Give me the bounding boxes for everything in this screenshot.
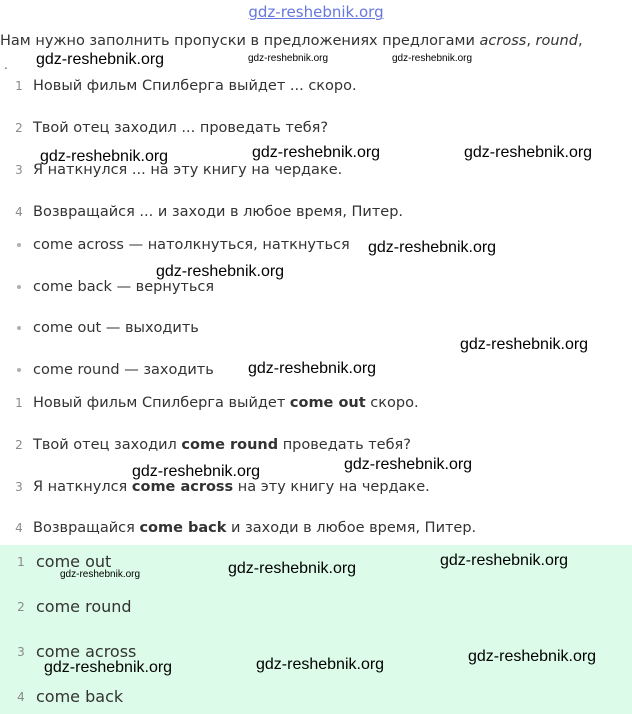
task-number: 3 — [15, 163, 23, 177]
watermark: gdz-reshebnik.org — [368, 239, 497, 256]
filled-row — [0, 434, 632, 456]
filled-phrase: come round — [181, 437, 279, 453]
glossary-item — [0, 276, 632, 298]
filled-phrase: come back — [139, 520, 227, 536]
filled-number: 3 — [15, 480, 23, 494]
filled-phrase: come out — [289, 395, 366, 411]
bullet-icon — [17, 243, 21, 247]
filled-text: Новый фильм Спилберга выйдет come out скоро. — [33, 395, 419, 411]
filled-number: 1 — [15, 396, 23, 410]
watermark: gdz-reshebnik.org — [132, 463, 261, 480]
task-row — [0, 117, 632, 139]
bullet-icon — [17, 326, 21, 330]
filled-row — [0, 392, 632, 414]
watermark: gdz-reshebnik.org — [344, 456, 473, 473]
intro-dot: . — [4, 58, 8, 72]
watermark: gdz-reshebnik.org — [252, 144, 381, 161]
filled-row — [0, 476, 632, 498]
glossary-text: come round — заходить — [33, 362, 214, 378]
filled-phrase: come across — [131, 479, 234, 495]
watermark: gdz-reshebnik.org — [40, 148, 169, 165]
glossary-item — [0, 234, 632, 256]
watermark: gdz-reshebnik.org — [36, 51, 165, 68]
site-header-watermark: gdz-reshebnik.org — [248, 3, 384, 21]
answer-text: come round — [36, 597, 132, 616]
answer-text: come back — [36, 687, 124, 706]
watermark: gdz-reshebnik.org — [60, 569, 141, 580]
watermark: gdz-reshebnik.org — [440, 552, 569, 569]
watermark: gdz-reshebnik.org — [464, 144, 593, 161]
intro-text: Нам нужно заполнить пропуски в предложениях предлогами across, round, — [0, 33, 583, 49]
answer-number: 1 — [17, 555, 25, 569]
task-number: 2 — [15, 121, 23, 135]
task-number: 4 — [15, 205, 23, 219]
task-text: Новый фильм Спилберга выйдет ... скоро. — [33, 78, 357, 94]
watermark: gdz-reshebnik.org — [156, 263, 285, 280]
filled-number: 4 — [15, 521, 23, 535]
task-text: Я наткнулся ... на эту книгу на чердаке. — [33, 162, 343, 178]
bullet-icon — [17, 285, 21, 289]
task-row — [0, 75, 632, 97]
filled-row — [0, 517, 632, 539]
watermark: gdz-reshebnik.org — [228, 560, 357, 577]
glossary-text: come across — натолкнуться, наткнуться — [33, 237, 350, 253]
answer-row — [0, 686, 632, 708]
answer-text: come across — [36, 642, 137, 661]
task-number: 1 — [15, 79, 23, 93]
watermark: gdz-reshebnik.org — [248, 53, 329, 64]
filled-text: Я наткнулся come across на эту книгу на чердаке. — [33, 479, 430, 495]
word-across: across — [479, 33, 527, 49]
task-text: Возвращайся ... и заходи в любое время, Питер. — [33, 204, 404, 220]
watermark: gdz-reshebnik.org — [468, 648, 597, 665]
watermark: gdz-reshebnik.org — [44, 659, 173, 676]
task-row — [0, 201, 632, 223]
glossary-text: come out — выходить — [33, 320, 199, 336]
filled-text: Возвращайся come back и заходи в любое время, Питер. — [33, 520, 477, 536]
filled-text: Твой отец заходил come round проведать тебя? — [33, 437, 411, 453]
answer-number: 2 — [17, 600, 25, 614]
filled-number: 2 — [15, 438, 23, 452]
answer-text: come out — [36, 552, 112, 571]
bullet-icon — [17, 368, 21, 372]
glossary-text: come back — вернуться — [33, 279, 215, 295]
task-text: Твой отец заходил ... проведать тебя? — [33, 120, 329, 136]
answer-number: 4 — [17, 690, 25, 704]
answer-number: 3 — [17, 645, 25, 659]
word-round: round — [535, 33, 578, 49]
watermark: gdz-reshebnik.org — [248, 360, 377, 377]
answer-row — [0, 596, 632, 618]
watermark: gdz-reshebnik.org — [460, 336, 589, 353]
watermark: gdz-reshebnik.org — [392, 53, 473, 64]
watermark: gdz-reshebnik.org — [256, 656, 385, 673]
